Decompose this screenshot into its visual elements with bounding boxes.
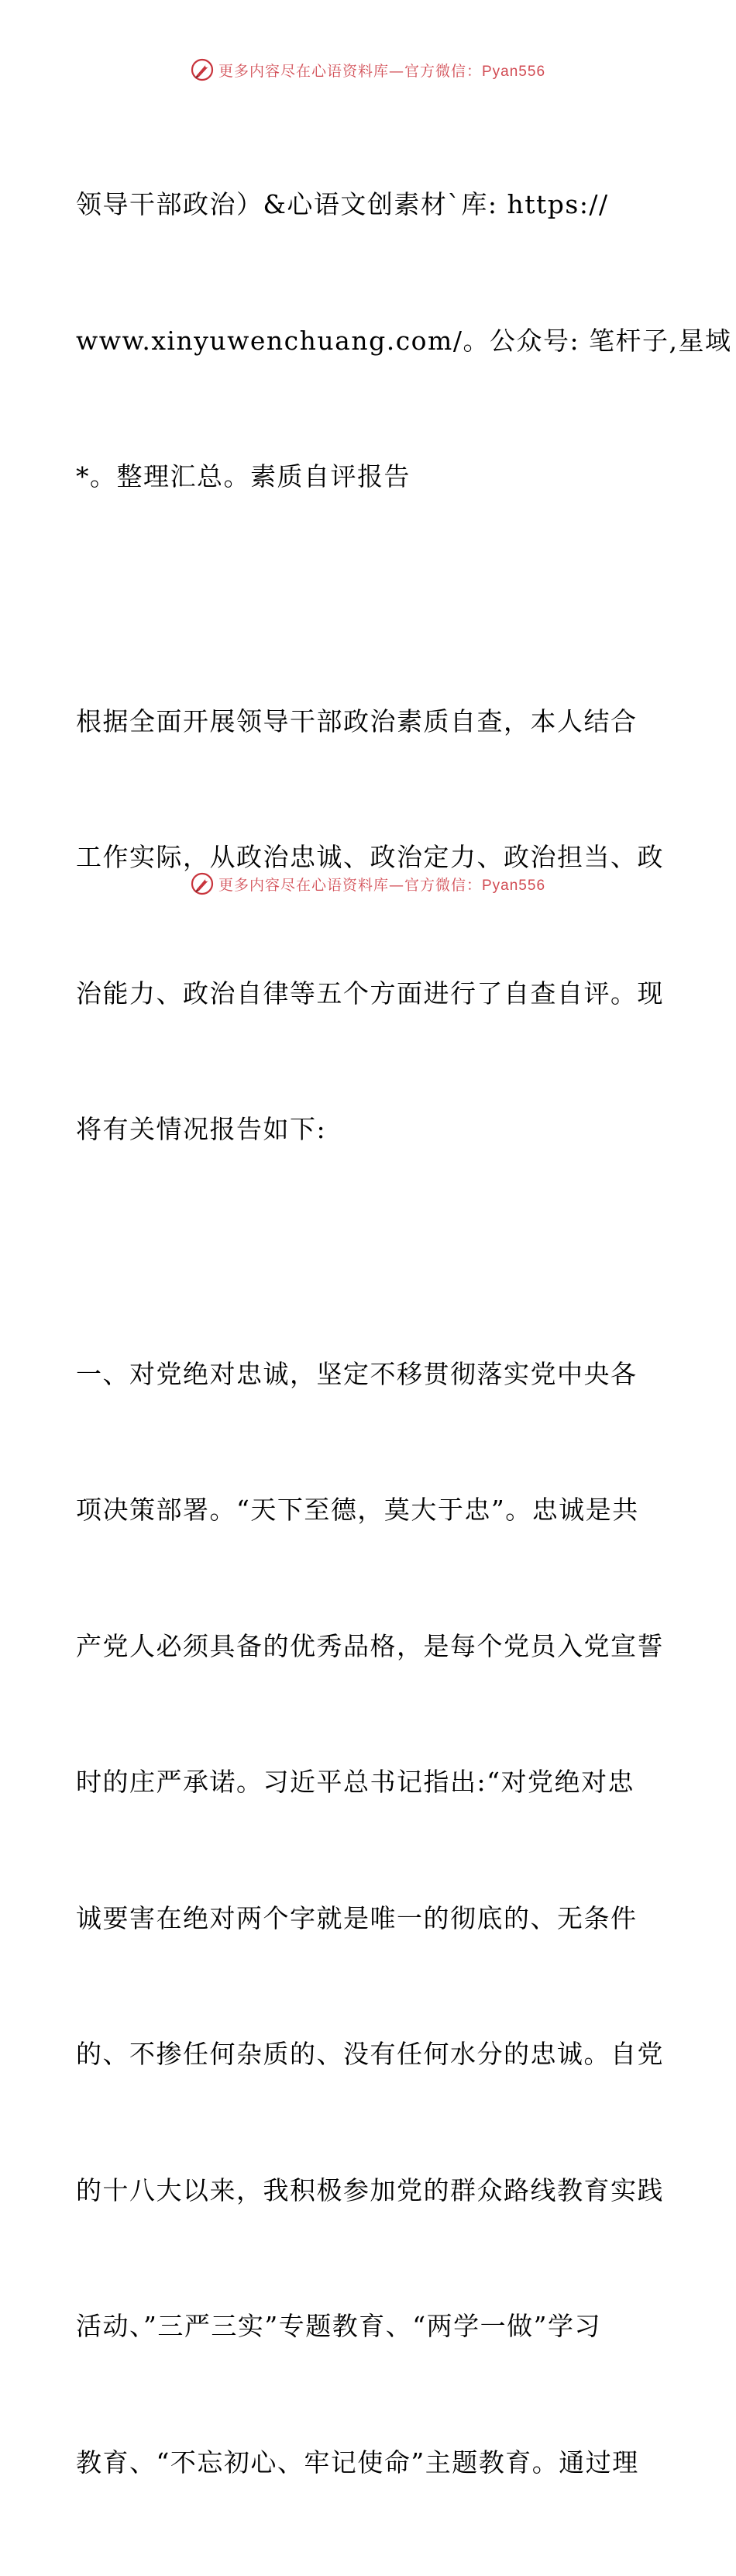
paragraph-summary xyxy=(76,609,665,1243)
text-line: 教育、“不忘初心、牢记使命”主题教育。通过理 xyxy=(76,2440,665,2486)
text-line: 治能力、政治自律等五个方面进行了自查自评。现 xyxy=(76,971,665,1017)
text-line: 根据全面开展领导干部政治素质自查，本人结合 xyxy=(76,699,665,745)
text-line: 的十八大以来，我积极参加党的群众路线教育实践 xyxy=(76,2168,665,2214)
wechat-id: Pyan556 xyxy=(482,64,545,80)
banner-text: 更多内容尽在心语资料库—官方微信：Pyan556 xyxy=(218,60,545,81)
text-line: 时的庄严承诺。习近平总书记指出:“对党绝对忠 xyxy=(76,1760,665,1805)
header-watermark-banner xyxy=(0,54,736,85)
text-line: 工作实际，从政治忠诚、政治定力、政治担当、政 xyxy=(76,835,665,881)
text-line: 产党人必须具备的优秀品格，是每个党员入党宣誓 xyxy=(76,1624,665,1670)
pen-logo-icon xyxy=(191,58,214,81)
text-line: 的、不掺任何杂质的、没有任何水分的忠诚。自党 xyxy=(76,2032,665,2078)
paragraph-section-one xyxy=(76,1261,665,2576)
wechat-id: Pyan556 xyxy=(482,878,545,894)
text-line: 项决策部署。“天下至德，莫大于忠”。忠诚是共 xyxy=(76,1488,665,1533)
text-line: *。整理汇总。素质自评报告 xyxy=(76,454,665,500)
text-line: 活动、”三严三实”专题教育、“两学一做”学习 xyxy=(76,2304,665,2350)
document-body xyxy=(76,91,665,2576)
text-line: 领导干部政治）&心语文创素材`库: https:// xyxy=(76,182,665,228)
text-line: 一、对党绝对忠诚，坚定不移贯彻落实党中央各 xyxy=(76,1352,665,1398)
text-line: www.xinyuwenchuang.com/。公众号: 笔杆子,星域 xyxy=(76,319,665,364)
text-line: 诚要害在绝对两个字就是唯一的彻底的、无条件 xyxy=(76,1896,665,1942)
pen-logo-icon xyxy=(191,872,214,895)
paragraph-intro xyxy=(76,91,665,591)
text-line: 将有关情况报告如下: xyxy=(76,1107,665,1153)
banner-text: 更多内容尽在心语资料库—官方微信：Pyan556 xyxy=(218,874,545,895)
footer-watermark-banner xyxy=(0,868,736,899)
